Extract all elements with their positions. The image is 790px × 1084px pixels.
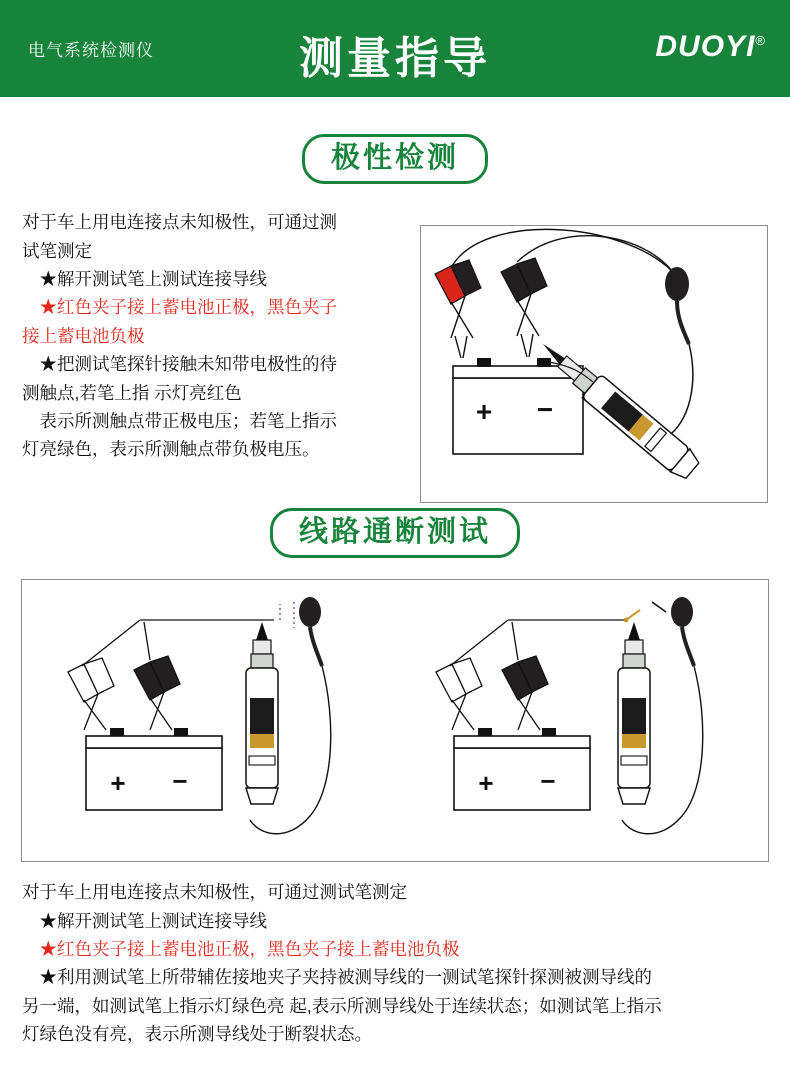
battery-plus-label-left: + <box>110 768 126 799</box>
polarity-pill-label: 极性检测 <box>302 134 488 184</box>
polarity-line-1: 对于车上用电连接点未知极性，可通过测 <box>22 212 337 233</box>
continuity-line-6: 灯绿色没有亮，表示所测导线处于断裂状态。 <box>22 1024 372 1045</box>
continuity-line-3: ★红色夹子接上蓄电池正极，黑色夹子接上蓄电池负极 <box>39 939 460 960</box>
continuity-test-diagram <box>21 579 769 862</box>
battery-minus-label-left: − <box>172 766 188 797</box>
brand-logo <box>655 30 766 64</box>
continuity-line-5: 另一端，如测试笔上指示灯绿色亮 起,表示所测导线处于连续状态；如测试笔上指示 <box>22 995 662 1016</box>
continuity-instructions <box>22 878 772 1048</box>
polarity-line-7: 测触点,若笔上指 示灯亮红色 <box>22 382 242 403</box>
continuity-section-heading <box>0 508 790 558</box>
polarity-line-4: ★红色夹子接上蓄电池正极，黑色夹子 <box>39 297 337 318</box>
continuity-line-1: 对于车上用电连接点未知极性，可通过测试笔测定 <box>22 882 407 903</box>
polarity-line-2: 试笔测定 <box>22 240 92 261</box>
polarity-line-8: 表示所测触点带正极电压；若笔上指示 <box>39 410 337 431</box>
polarity-line-9: 灯亮绿色，表示所测触点带负极电压。 <box>22 439 320 460</box>
battery-minus-label: − <box>536 394 554 426</box>
continuity-line-4: ★利用测试笔上所带辅佐接地夹子夹持被测导线的一测试笔探针探测被测导线的 <box>39 967 652 988</box>
continuity-pill-label: 线路通断测试 <box>270 508 520 558</box>
section-continuity <box>0 420 790 1049</box>
brand-name: DUOYI <box>655 30 756 63</box>
polarity-line-5: 接上蓄电池负极 <box>22 325 145 346</box>
battery-plus-label-right: + <box>478 768 494 799</box>
battery-plus-label: + <box>475 396 493 428</box>
registered-mark-icon: ® <box>755 33 766 48</box>
page-title: 测量指导 <box>299 34 491 83</box>
continuity-line-2: ★解开测试笔上测试连接导线 <box>39 910 267 931</box>
page-header <box>0 0 790 97</box>
polarity-line-6: ★把测试笔探针接触未知带电极性的待 <box>39 354 337 375</box>
polarity-section-heading <box>0 134 790 184</box>
header-subtitle: 电气系统检测仪 <box>28 41 154 60</box>
polarity-line-3: ★解开测试笔上测试连接导线 <box>39 269 267 290</box>
battery-minus-label-right: − <box>540 766 556 797</box>
